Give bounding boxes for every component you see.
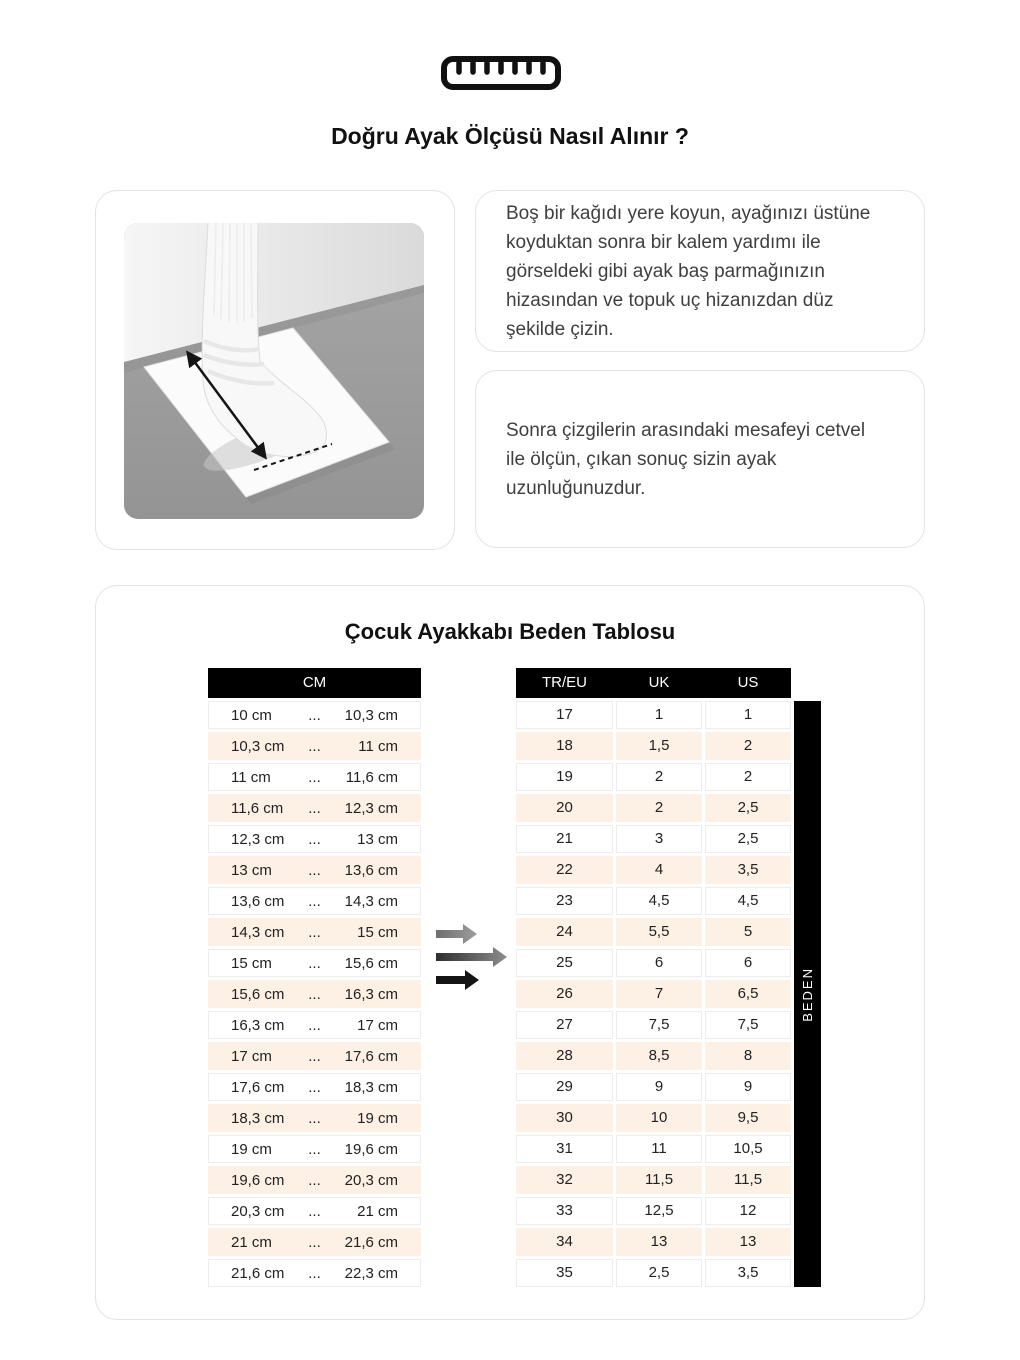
- header-tr-eu: TR/EU: [542, 674, 587, 691]
- cm-max-value: 12,3 cm: [344, 799, 399, 817]
- cm-max-value: 11,6 cm: [345, 768, 399, 786]
- cm-table-row: [208, 1011, 421, 1039]
- size-table-row: [516, 918, 791, 946]
- tr-eu-value: 17: [516, 701, 613, 729]
- us-value: 6: [705, 949, 791, 977]
- uk-value: 2: [616, 763, 702, 791]
- cm-table-row: [208, 949, 421, 977]
- us-value: 2,5: [705, 825, 791, 853]
- cm-table-row: [208, 1259, 421, 1287]
- cm-min-value: 19,6 cm: [231, 1171, 285, 1189]
- tr-eu-value: 27: [516, 1011, 613, 1039]
- uk-value: 2,5: [616, 1259, 702, 1287]
- range-separator: ...: [308, 954, 321, 972]
- cm-min-value: 20,3 cm: [231, 1202, 285, 1220]
- tr-eu-value: 20: [516, 794, 613, 822]
- cm-max-value: 16,3 cm: [344, 985, 399, 1003]
- cm-table-header: CM: [208, 668, 421, 698]
- size-table-row: [516, 887, 791, 915]
- cm-min-value: 16,3 cm: [231, 1016, 285, 1034]
- uk-value: 10: [616, 1104, 702, 1132]
- uk-value: 11: [616, 1135, 702, 1163]
- us-value: 2: [705, 732, 791, 760]
- uk-value: 1: [616, 701, 702, 729]
- size-table-row: [516, 949, 791, 977]
- cm-table-row: [208, 980, 421, 1008]
- cm-min-value: 15,6 cm: [231, 985, 285, 1003]
- us-value: 11,5: [705, 1166, 791, 1194]
- tr-eu-value: 35: [516, 1259, 613, 1287]
- cm-min-value: 21,6 cm: [231, 1264, 285, 1282]
- tr-eu-value: 18: [516, 732, 613, 760]
- size-table-row: [516, 825, 791, 853]
- tr-eu-value: 26: [516, 980, 613, 1008]
- range-separator: ...: [308, 1016, 321, 1034]
- uk-value: 4,5: [616, 887, 702, 915]
- beden-side-bar: [794, 701, 821, 1287]
- tr-eu-value: 22: [516, 856, 613, 884]
- size-table-row: [516, 1011, 791, 1039]
- cm-min-value: 12,3 cm: [231, 830, 285, 848]
- cm-table-row: [208, 825, 421, 853]
- uk-value: 6: [616, 949, 702, 977]
- cm-max-value: 19,6 cm: [344, 1140, 399, 1158]
- range-separator: ...: [308, 706, 321, 724]
- page-title: Doğru Ayak Ölçüsü Nasıl Alınır ?: [331, 123, 689, 149]
- size-table-row: [516, 732, 791, 760]
- tr-eu-value: 30: [516, 1104, 613, 1132]
- cm-max-value: 15 cm: [357, 923, 399, 941]
- uk-value: 9: [616, 1073, 702, 1101]
- cm-min-value: 18,3 cm: [231, 1109, 285, 1127]
- tr-eu-value: 31: [516, 1135, 613, 1163]
- cm-max-value: 13 cm: [357, 830, 399, 848]
- cm-max-value: 20,3 cm: [344, 1171, 399, 1189]
- us-value: 1: [705, 701, 791, 729]
- us-value: 3,5: [705, 856, 791, 884]
- uk-value: 7,5: [616, 1011, 702, 1039]
- size-table-row: [516, 856, 791, 884]
- size-table-row: [516, 1135, 791, 1163]
- size-table-row: [516, 701, 791, 729]
- cm-table-row: [208, 701, 421, 729]
- tr-eu-value: 28: [516, 1042, 613, 1070]
- instruction-step-2-text: Sonra çizgilerin arasındaki mesafeyi cetvel ile ölçün, çıkan sonuç sizin ayak uzunluğunuzdur.: [506, 419, 866, 499]
- cm-max-value: 14,3 cm: [344, 892, 399, 910]
- size-table-title: Çocuk Ayakkabı Beden Tablosu: [344, 619, 676, 644]
- cm-min-value: 15 cm: [231, 954, 272, 972]
- ruler-icon: [440, 55, 562, 91]
- tr-eu-value: 33: [516, 1197, 613, 1225]
- uk-value: 1,5: [616, 732, 702, 760]
- beden-label: BEDEN: [800, 966, 815, 1022]
- range-separator: ...: [308, 830, 321, 848]
- cm-table-row: [208, 763, 421, 791]
- range-separator: ...: [308, 1233, 321, 1251]
- us-value: 8: [705, 1042, 791, 1070]
- range-separator: ...: [308, 799, 321, 817]
- header-us: US: [737, 674, 759, 691]
- tr-eu-value: 32: [516, 1166, 613, 1194]
- foot-measurement-photo: [124, 223, 424, 519]
- size-table-row: [516, 1197, 791, 1225]
- us-value: 5: [705, 918, 791, 946]
- measurement-photo-card: [95, 190, 455, 550]
- range-separator: ...: [308, 768, 321, 786]
- size-table-row: [516, 1073, 791, 1101]
- cm-min-value: 13,6 cm: [231, 892, 285, 910]
- cm-max-value: 18,3 cm: [344, 1078, 399, 1096]
- range-separator: ...: [308, 1047, 321, 1065]
- size-table-row: [516, 980, 791, 1008]
- cm-max-value: 10,3 cm: [344, 706, 399, 724]
- cm-min-value: 14,3 cm: [231, 923, 285, 941]
- size-table-card: [95, 585, 925, 1320]
- cm-table: [208, 668, 421, 1290]
- size-table-row: [516, 1228, 791, 1256]
- tr-eu-value: 21: [516, 825, 613, 853]
- uk-value: 11,5: [616, 1166, 702, 1194]
- uk-value: 8,5: [616, 1042, 702, 1070]
- header-uk: UK: [648, 674, 670, 691]
- cm-min-value: 17,6 cm: [231, 1078, 285, 1096]
- cm-max-value: 21 cm: [357, 1202, 399, 1220]
- us-value: 7,5: [705, 1011, 791, 1039]
- cm-table-row: [208, 1135, 421, 1163]
- us-value: 9,5: [705, 1104, 791, 1132]
- cm-max-value: 11 cm: [358, 737, 399, 755]
- cm-min-value: 21 cm: [231, 1233, 272, 1251]
- range-separator: ...: [308, 1171, 321, 1189]
- range-separator: ...: [308, 861, 321, 879]
- cm-table-row: [208, 1104, 421, 1132]
- cm-table-row: [208, 1228, 421, 1256]
- cm-table-row: [208, 887, 421, 915]
- size-table-body: [516, 701, 791, 1287]
- uk-value: 2: [616, 794, 702, 822]
- cm-max-value: 21,6 cm: [344, 1233, 399, 1251]
- range-separator: ...: [308, 1078, 321, 1096]
- cm-min-value: 10,3 cm: [231, 737, 285, 755]
- cm-table-row: [208, 1042, 421, 1070]
- cm-min-value: 17 cm: [231, 1047, 272, 1065]
- cm-max-value: 17,6 cm: [344, 1047, 399, 1065]
- range-separator: ...: [308, 1264, 321, 1282]
- transfer-arrows-icon: [436, 922, 511, 994]
- cm-max-value: 13,6 cm: [344, 861, 399, 879]
- tr-eu-value: 25: [516, 949, 613, 977]
- us-value: 13: [705, 1228, 791, 1256]
- us-value: 4,5: [705, 887, 791, 915]
- instruction-step-1-card: [475, 190, 925, 352]
- size-table-row: [516, 763, 791, 791]
- range-separator: ...: [308, 985, 321, 1003]
- cm-max-value: 17 cm: [357, 1016, 399, 1034]
- uk-value: 3: [616, 825, 702, 853]
- cm-table-row: [208, 856, 421, 884]
- cm-table-row: [208, 794, 421, 822]
- range-separator: ...: [308, 1109, 321, 1127]
- cm-max-value: 19 cm: [357, 1109, 399, 1127]
- range-separator: ...: [308, 1140, 321, 1158]
- instruction-step-2-card: [475, 370, 925, 548]
- instruction-step-1-text: Boş bir kağıdı yere koyun, ayağınızı üstüne koyduktan sonra bir kalem yardımı ile görseldeki gibi ayak baş parmağınızın hizasından ve topuk uç hizanızdan düz şekilde çizin.: [506, 202, 871, 340]
- cm-min-value: 13 cm: [231, 861, 272, 879]
- cm-table-row: [208, 732, 421, 760]
- size-table-header-row: [516, 668, 791, 698]
- cm-table-row: [208, 918, 421, 946]
- cm-max-value: 15,6 cm: [344, 954, 399, 972]
- range-separator: ...: [308, 923, 321, 941]
- us-value: 9: [705, 1073, 791, 1101]
- tr-eu-value: 24: [516, 918, 613, 946]
- tr-eu-value: 29: [516, 1073, 613, 1101]
- cm-table-row: [208, 1073, 421, 1101]
- size-table-row: [516, 1259, 791, 1287]
- cm-min-value: 10 cm: [231, 706, 272, 724]
- us-value: 10,5: [705, 1135, 791, 1163]
- cm-min-value: 11 cm: [231, 768, 271, 786]
- us-value: 3,5: [705, 1259, 791, 1287]
- size-table-row: [516, 1166, 791, 1194]
- us-value: 2: [705, 763, 791, 791]
- cm-min-value: 19 cm: [231, 1140, 272, 1158]
- uk-value: 12,5: [616, 1197, 702, 1225]
- range-separator: ...: [308, 1202, 321, 1220]
- cm-table-body: [208, 701, 421, 1287]
- us-value: 6,5: [705, 980, 791, 1008]
- uk-value: 4: [616, 856, 702, 884]
- tr-eu-value: 34: [516, 1228, 613, 1256]
- us-value: 2,5: [705, 794, 791, 822]
- range-separator: ...: [308, 892, 321, 910]
- tr-eu-value: 23: [516, 887, 613, 915]
- range-separator: ...: [308, 737, 321, 755]
- tr-eu-value: 19: [516, 763, 613, 791]
- cm-table-row: [208, 1166, 421, 1194]
- size-table-row: [516, 1042, 791, 1070]
- uk-value: 7: [616, 980, 702, 1008]
- cm-max-value: 22,3 cm: [344, 1264, 399, 1282]
- us-value: 12: [705, 1197, 791, 1225]
- uk-value: 5,5: [616, 918, 702, 946]
- uk-value: 13: [616, 1228, 702, 1256]
- size-conversion-table: [516, 668, 791, 1290]
- cm-min-value: 11,6 cm: [231, 799, 284, 817]
- cm-table-row: [208, 1197, 421, 1225]
- size-table-row: [516, 794, 791, 822]
- size-table-row: [516, 1104, 791, 1132]
